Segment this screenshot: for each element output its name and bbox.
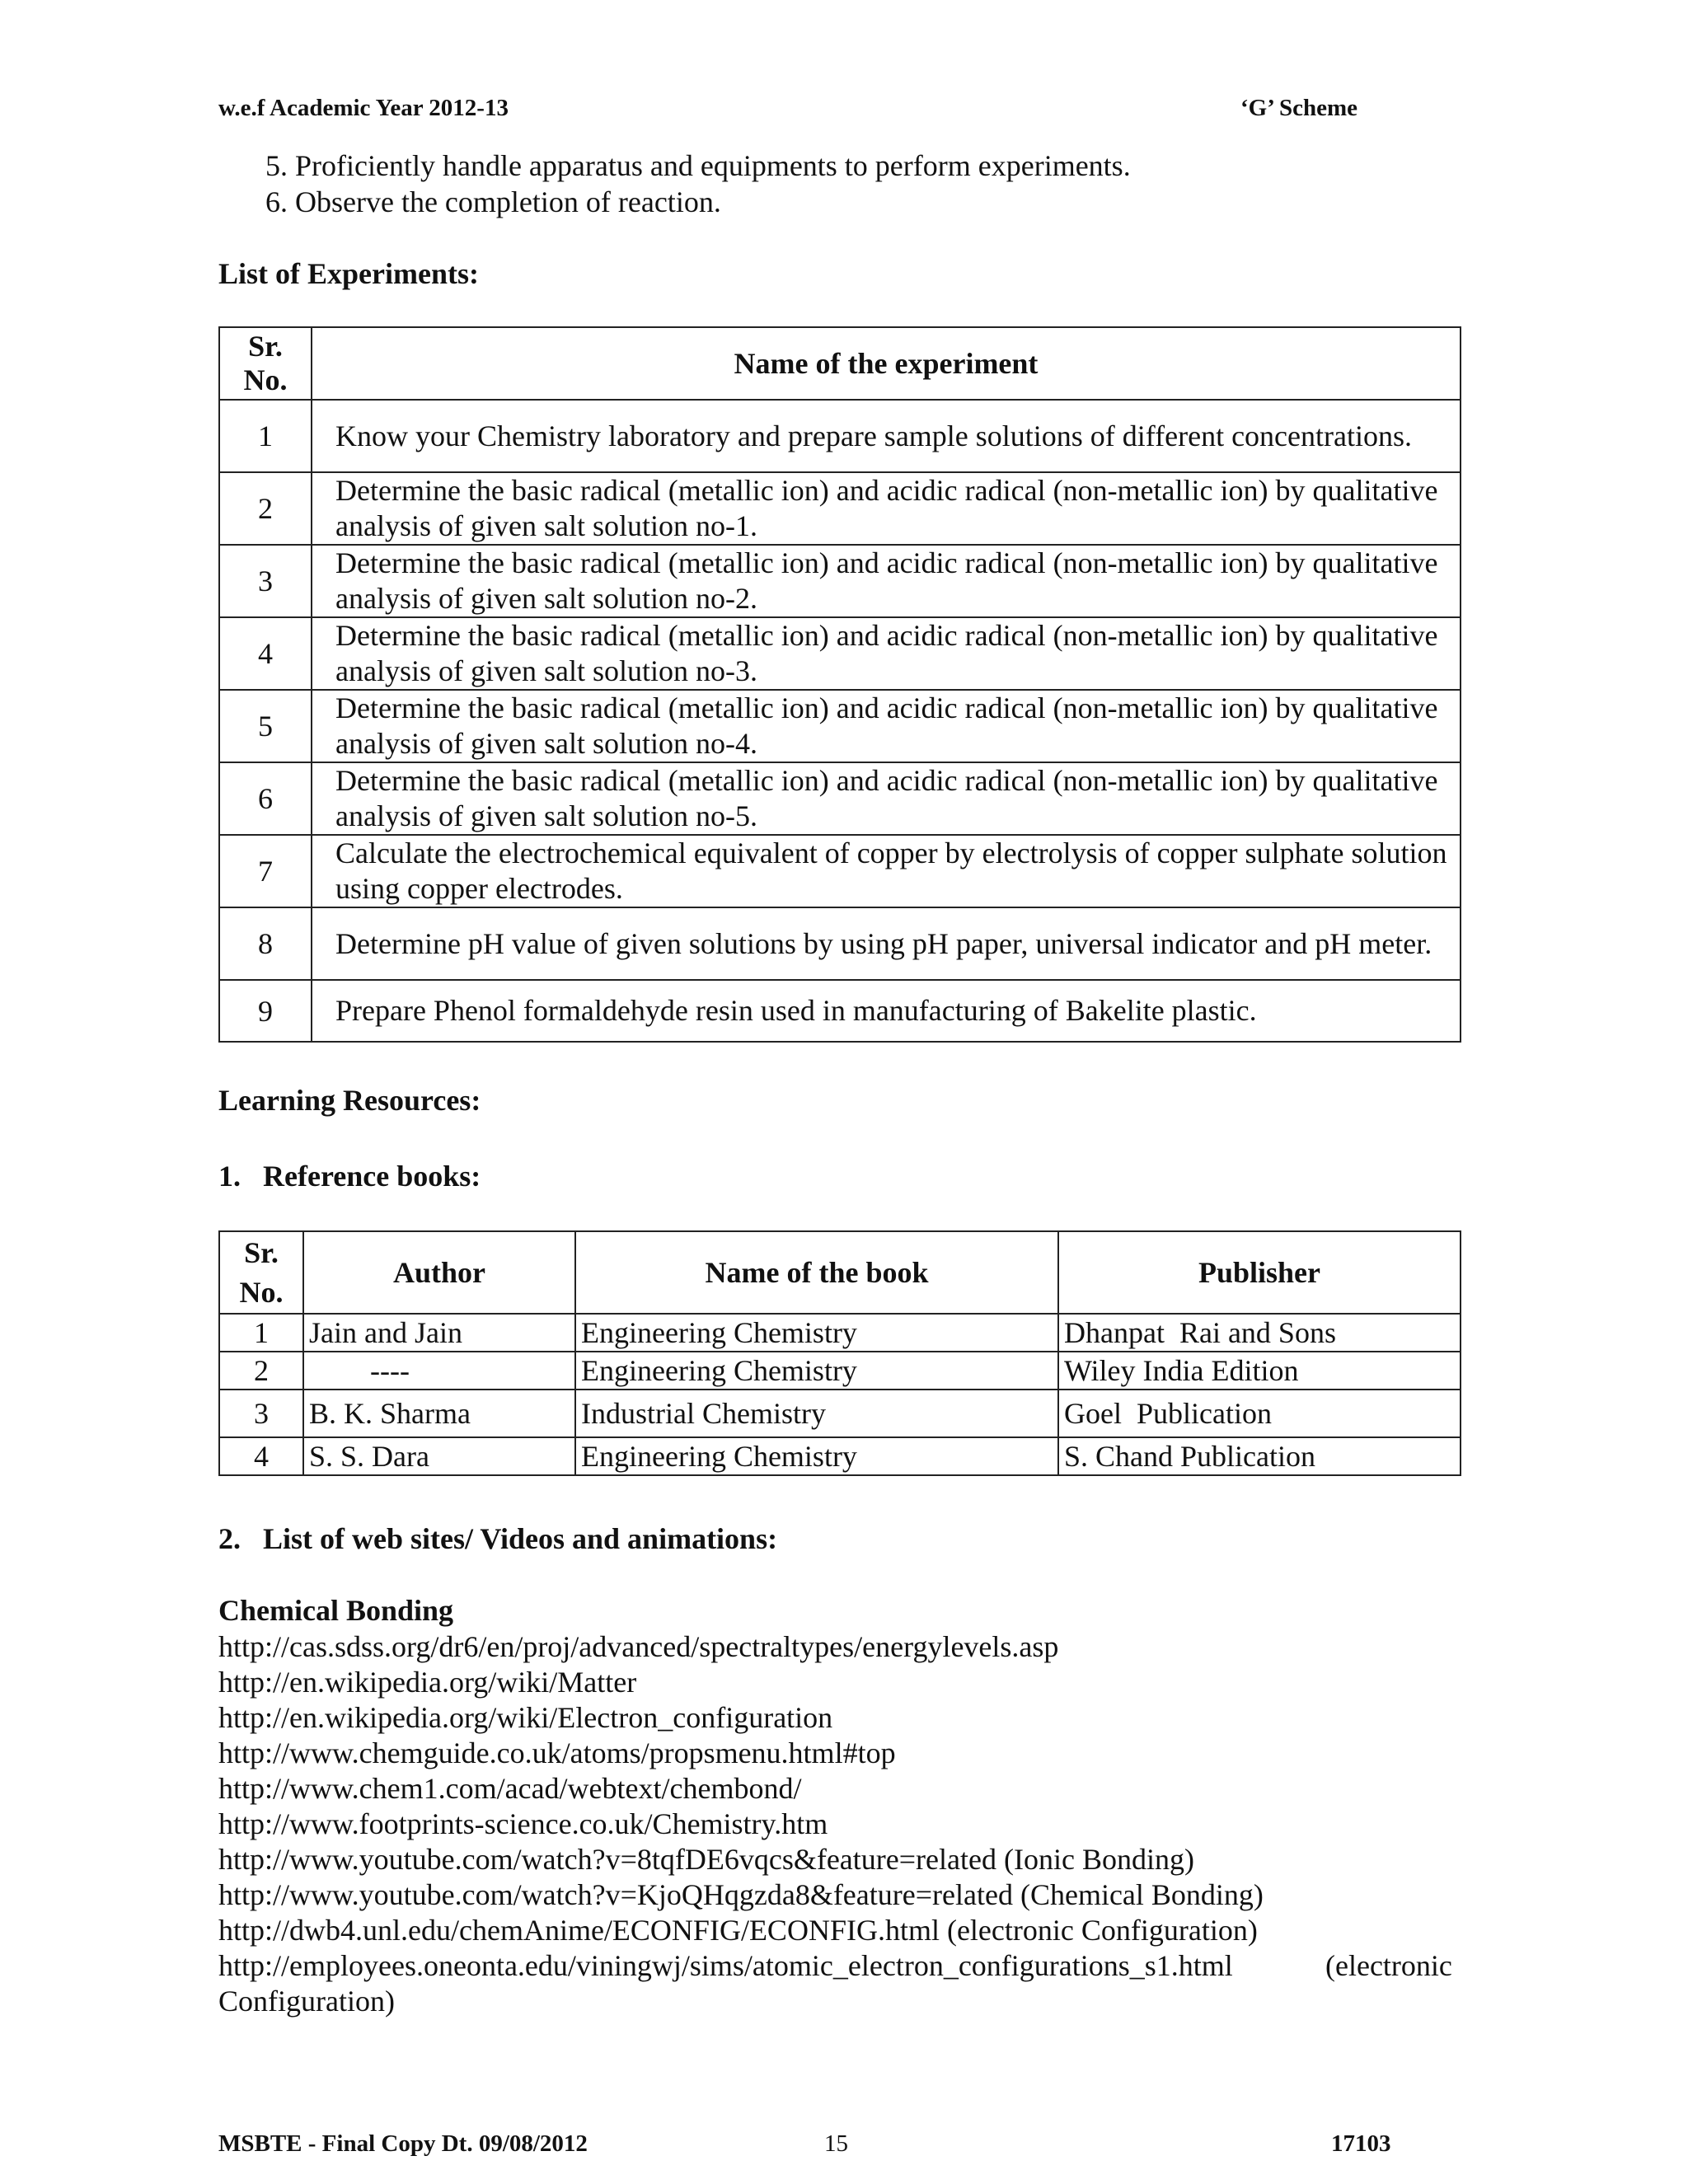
experiments-heading: List of Experiments: — [218, 257, 479, 290]
table-row — [219, 1314, 1461, 1352]
learning-resources-heading: Learning Resources: — [218, 1084, 481, 1117]
table-row — [219, 1437, 1461, 1475]
experiment-name: Prepare Phenol formaldehyde resin used in manufacturing of Bakelite plastic. — [312, 980, 1461, 1042]
col-book-name: Name of the book — [575, 1231, 1058, 1314]
experiment-name: Determine the basic radical (metallic ion) and acidic radical (non-metallic ion) by qualitative analysis of given salt solution no-3. — [312, 617, 1461, 690]
table-row — [219, 400, 1461, 472]
web-link[interactable]: http://employees.oneonta.edu/viningwj/sims/atomic_electron_configurations_s1.html — [218, 1949, 1233, 1982]
experiments-table — [218, 326, 1461, 1043]
book-name: Industrial Chemistry — [575, 1390, 1058, 1437]
table-row — [219, 690, 1461, 762]
experiment-name: Determine the basic radical (metallic ion) and acidic radical (non-metallic ion) by qualitative analysis of given salt solution no-5. — [312, 762, 1461, 835]
book-publisher: Goel Publication — [1058, 1390, 1461, 1437]
table-row — [219, 907, 1461, 980]
book-author: S. S. Dara — [303, 1437, 575, 1475]
web-link[interactable]: http://www.youtube.com/watch?v=KjoQHqgzda8&feature=related (Chemical Bonding) — [218, 1878, 1264, 1911]
table-row — [219, 617, 1461, 690]
reference-books-heading: 1. Reference books: — [218, 1160, 481, 1193]
experiment-name: Determine the basic radical (metallic ion) and acidic radical (non-metallic ion) by qualitative analysis of given salt solution no-1. — [312, 472, 1461, 545]
web-link[interactable]: http://www.chem1.com/acad/webtext/chembond/ — [218, 1772, 802, 1805]
table-row — [219, 472, 1461, 545]
table-row — [219, 1352, 1461, 1390]
footer-code: 17103 — [1331, 2130, 1391, 2157]
link-note: (electronic — [1325, 1949, 1452, 1982]
col-sr-no: Sr. No. — [219, 1231, 303, 1314]
book-publisher: S. Chand Publication — [1058, 1437, 1461, 1475]
web-link[interactable]: http://dwb4.unl.edu/chemAnime/ECONFIG/ECONFIG.html (electronic Configuration) — [218, 1914, 1258, 1947]
row-number: 4 — [219, 617, 312, 690]
col-experiment-name: Name of the experiment — [312, 327, 1461, 400]
book-author: Jain and Jain — [303, 1314, 575, 1352]
book-name: Engineering Chemistry — [575, 1352, 1058, 1390]
row-number: 2 — [219, 472, 312, 545]
experiment-name: Calculate the electrochemical equivalent of copper by electrolysis of copper sulphate solution using copper electrodes. — [312, 835, 1461, 907]
web-link[interactable]: http://cas.sdss.org/dr6/en/proj/advanced/spectraltypes/energylevels.asp — [218, 1630, 1059, 1663]
objective-item: 5. Proficiently handle apparatus and equipments to perform experiments. — [265, 149, 1131, 182]
footer-final-copy: MSBTE - Final Copy Dt. 09/08/2012 — [218, 2130, 588, 2157]
objective-item: 6. Observe the completion of reaction. — [265, 185, 721, 218]
websites-heading: 2. List of web sites/ Videos and animations: — [218, 1522, 778, 1555]
book-publisher: Wiley India Edition — [1058, 1352, 1461, 1390]
col-author: Author — [303, 1231, 575, 1314]
row-number: 3 — [219, 545, 312, 617]
chemical-bonding-heading: Chemical Bonding — [218, 1594, 454, 1627]
row-number: 1 — [219, 400, 312, 472]
table-row — [219, 835, 1461, 907]
web-link[interactable]: http://www.footprints-science.co.uk/Chemistry.htm — [218, 1807, 828, 1840]
experiment-name: Determine pH value of given solutions by using pH paper, universal indicator and pH meter. — [312, 907, 1461, 980]
web-link[interactable]: http://www.chemguide.co.uk/atoms/propsmenu.html#top — [218, 1736, 896, 1769]
experiment-name: Know your Chemistry laboratory and prepare sample solutions of different concentrations. — [312, 400, 1461, 472]
header-scheme: ‘G’ Scheme — [1240, 95, 1357, 121]
header-academic-year: w.e.f Academic Year 2012-13 — [218, 95, 509, 121]
table-row — [219, 980, 1461, 1042]
col-sr-no: Sr. No. — [219, 327, 312, 400]
book-publisher: Dhanpat Rai and Sons — [1058, 1314, 1461, 1352]
row-number: 9 — [219, 980, 312, 1042]
row-number: 3 — [219, 1390, 303, 1437]
row-number: 4 — [219, 1437, 303, 1475]
book-name: Engineering Chemistry — [575, 1437, 1058, 1475]
book-name: Engineering Chemistry — [575, 1314, 1058, 1352]
table-row — [219, 762, 1461, 835]
web-link[interactable]: http://en.wikipedia.org/wiki/Matter — [218, 1666, 637, 1699]
row-number: 6 — [219, 762, 312, 835]
book-author: ---- — [303, 1352, 575, 1390]
link-note: Configuration) — [218, 1985, 395, 2018]
col-publisher: Publisher — [1058, 1231, 1461, 1314]
table-row — [219, 1390, 1461, 1437]
page-number: 15 — [824, 2130, 848, 2157]
experiment-name: Determine the basic radical (metallic ion) and acidic radical (non-metallic ion) by qualitative analysis of given salt solution no-2. — [312, 545, 1461, 617]
web-link[interactable]: http://en.wikipedia.org/wiki/Electron_configuration — [218, 1701, 833, 1734]
row-number: 8 — [219, 907, 312, 980]
book-author: B. K. Sharma — [303, 1390, 575, 1437]
row-number: 2 — [219, 1352, 303, 1390]
row-number: 5 — [219, 690, 312, 762]
reference-books-table — [218, 1230, 1461, 1476]
row-number: 7 — [219, 835, 312, 907]
row-number: 1 — [219, 1314, 303, 1352]
experiment-name: Determine the basic radical (metallic ion) and acidic radical (non-metallic ion) by qualitative analysis of given salt solution no-4. — [312, 690, 1461, 762]
table-row — [219, 545, 1461, 617]
web-link[interactable]: http://www.youtube.com/watch?v=8tqfDE6vqcs&feature=related (Ionic Bonding) — [218, 1843, 1194, 1876]
